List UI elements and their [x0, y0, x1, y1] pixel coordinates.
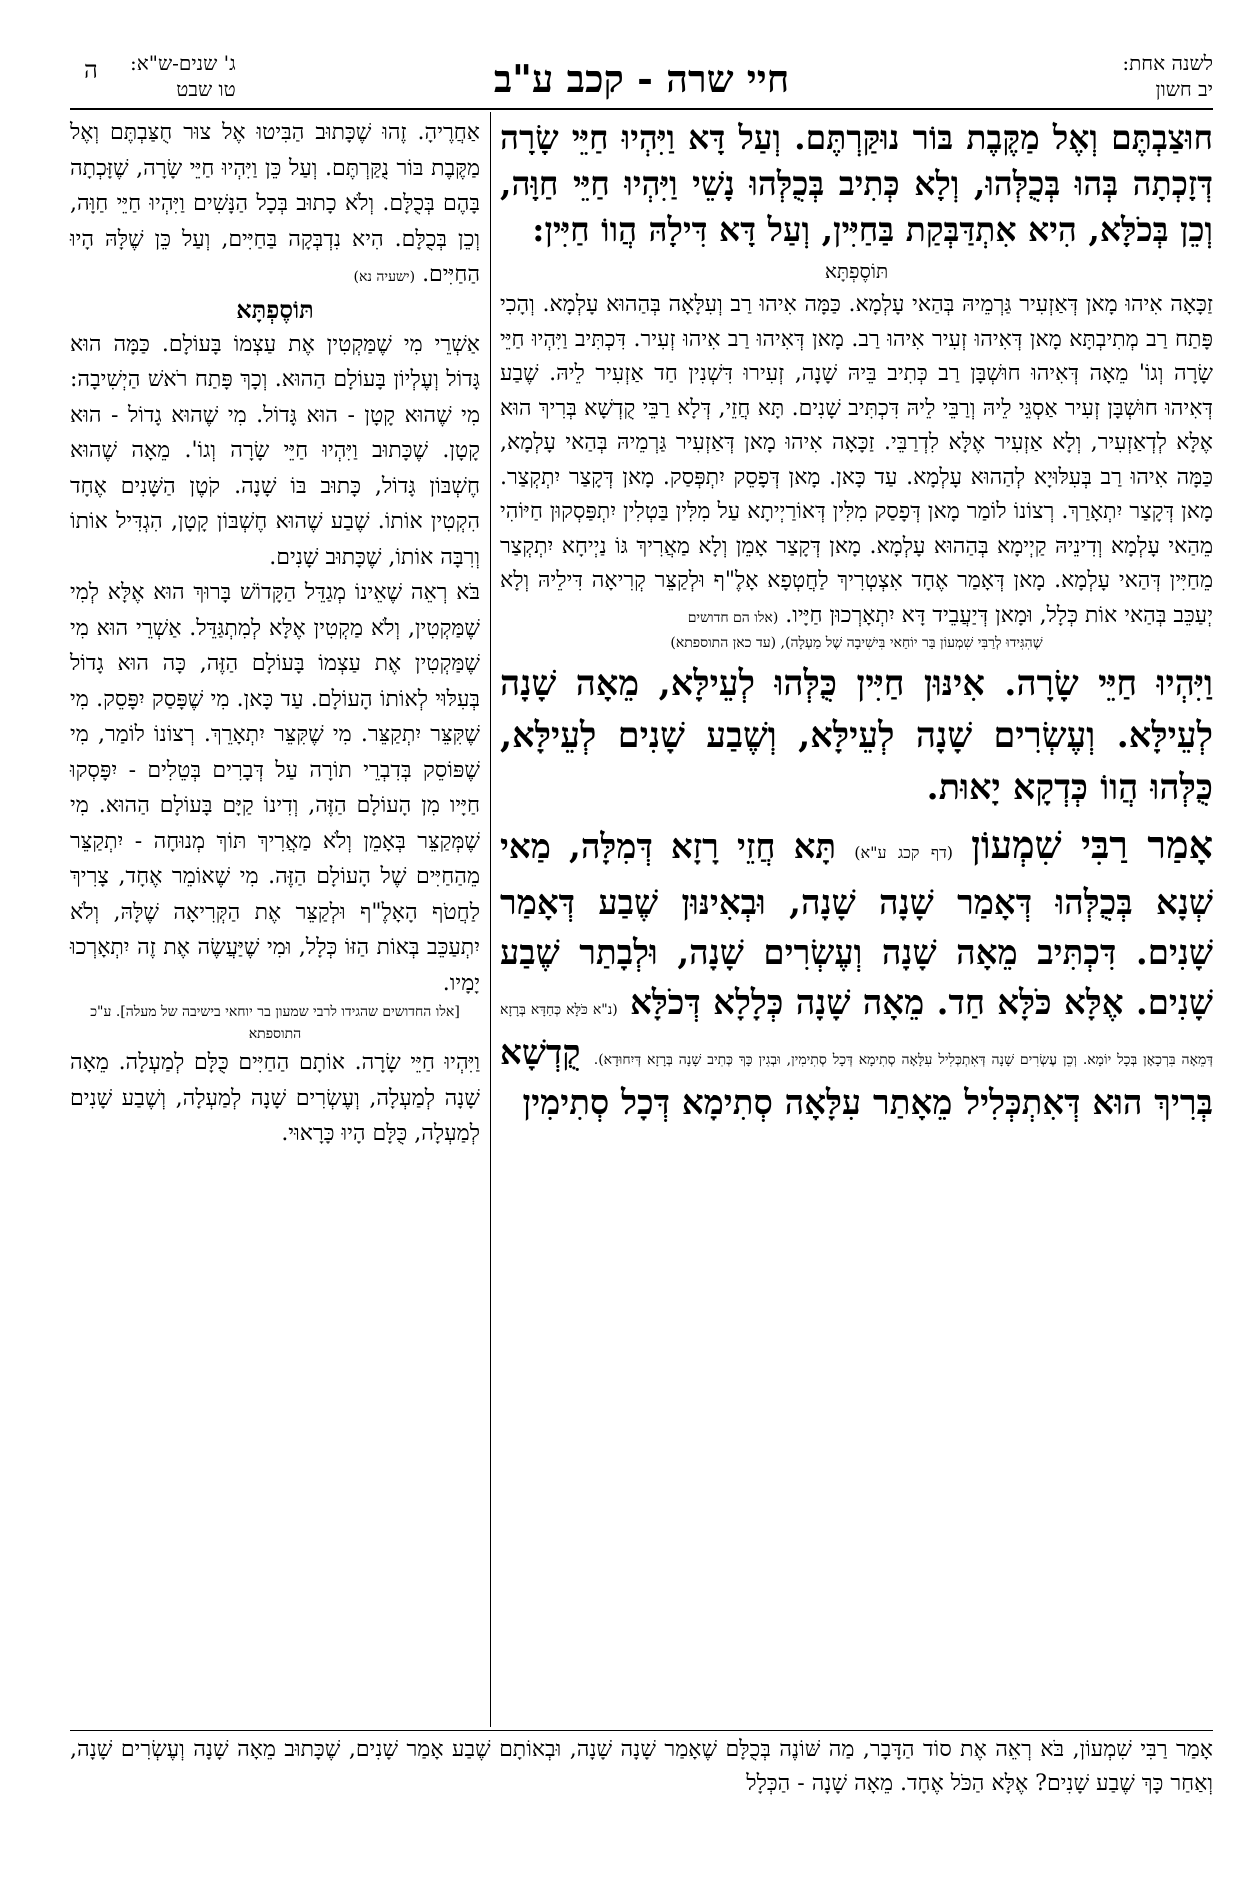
header-left — [130, 50, 236, 102]
side-text-2: אַשְׁרֵי מִי שֶׁמַּקְטִין אֶת עַצְמוֹ בָּעוֹלָם. כַּמָּה הוּא גָּדוֹל וְעֶלְיוֹן בָּעוֹלָם הַהוּא. וְכָךְ פָּתַח רֹאשׁ הַיְשִׁיבָה: מִי שֶׁהוּא קָטָן - הוּא גָּדוֹל. מִי שֶׁהוּא גָדוֹל - הוּא קָטָן. שֶׁכָּתוּב וַיִּהְיוּ חַיֵּי שָׂרָה וְגוֹ'. מֵאָה שֶׁהוּא חֶשְׁבּוֹן גָּדוֹל, כָּתוּב בּוֹ שָׁנָה. קֹטֶן הַשָּׁנִים אֶחָד הִקְטִין אוֹתוֹ. שֶׁבַע שֶׁהוּא חֶשְׁבּוֹן קָטָן, הִגְדִּיל אוֹתוֹ וְרִבָּה אוֹתוֹ, שֶׁכָּתוּב שָׁנִים. — [70, 331, 480, 570]
side-text-4: וַיִּהְיוּ חַיֵּי שָׂרָה. אוֹתָם הַחַיִּים כֻּלָּם לְמַעְלָה. מֵאָה שָׁנָה לְמַעְלָה, וְעֶשְׂרִים שָׁנָה לְמַעְלָה, וְשֶׁבַע שָׁנִים לְמַעְלָה, כֻּלָּם הָיוּ כָּרָאוּי. — [70, 1050, 480, 1146]
side-column — [70, 115, 480, 1152]
tosefta-note-end: שֶׁהִגִּידוּ לְרַבִּי שִׁמְעוֹן בַּר יוֹחַאי בִּישִׁיבָה שֶׁל מַעְלָה), (עד כאן התוספתא) — [670, 635, 1043, 651]
side-note: [אלו החדושים שהגידו לרבי שמעון בר יוחאי בישיבה של מעלה]. ע"כ התוספתא — [90, 1004, 460, 1042]
header-left-line2: טו שבט — [176, 77, 236, 101]
tosefta-text: זַכָּאָה אִיהוּ מָאן דְּאַזְעִיר גַּרְמֵיהּ בְּהַאי עָלְמָא. כַּמָּה אִיהוּ רַב וְעִלָּאָה בְּהַהוּא עָלְמָא. וְהָכִי פָּתַח רַב מְתִיבְתָּא מָאן דְּאִיהוּ זְעִיר אִיהוּ רַב. מָאן דְּאִיהוּ רַב אִיהוּ זְעִיר. דִּכְתִּיב וַיִּהְיוּ חַיֵּי שָׂרָה וְגוֹ' מֵאָה דְּאִיהוּ חוּשְׁבָּן רַב כְּתִיב בֵּיהּ שָׁנָה, זְעִירוּ דִּשְׁנִין חַד אַזְעִיר לֵיהּ. שֶׁבַע דְּאִיהוּ חוּשְׁבָּן זְעִיר אַסְגֵּי לֵיהּ וְרַבֵּי לֵיהּ דִּכְתִּיב שָׁנִים. תָּא חֲזֵי, דְּלָא רַבֵּי קֻדְשָׁא בְּרִיךְ הוּא אֶלָּא לְדְאַזְעִיר, וְלָא אַזְעִיר אֶלָּא לִדְרַבֵּי. זַכָּאָה אִיהוּ מָאן דְּאַזְעִיר גַּרְמֵיהּ בְּהַאי עָלְמָא, כַּמָּה אִיהוּ רַב בְּעִלּוּיָא לְהַהוּא עָלְמָא. עַד כָּאן. מָאן דְּפָסֵק יִתְפְּסַק. מָאן דְּקָצַר יִתְקְצַר. מָאן דְּקָצַר יִתְאָרַךְ. רְצוֹנוֹ לוֹמַר מָאן דְּפָסַק מִלִּין דְּאוֹרַיְיתָא עַל מִלִּין בַּטְלִין יִתְפַּסְקוּן חַיּוֹהִי מֵהַאי עָלְמָא וְדִינֵיהּ קַיְימָא בְּהַהוּא עָלְמָא. מָאן דְּקָצַר אָמֵן וְלָא מַאֲרִיךְ גּוֹ נַיְיחָא יִתְקְצַר מֵחַיִּין דְּהַאי עָלְמָא. מָאן דְּאָמַר אֶחָד אִצְטְרִיךְ לַחֲטְפָא אָלֶ"ף וּלְקַצֵּר קְרִיאָה דִּילֵיהּ וְלָא יְעַכֵּב בְּהַאי אוֹת כְּלָל, וּמָאן דְּיַעֲבֵיד דָּא יִתְאָרְכוּן חַיָּיו. (אלו הם חדושים — [500, 292, 1213, 628]
page-header — [70, 50, 1213, 105]
zohar-block-3: אָמַר רַבִּי שִׁמְעוֹן (דף קכג ע"א) תָּא חֲזֵי רָזָא דְּמִלָּה, מַאי שְׁנָא בְּכֻלְּהוּ דְּאָמַר שָׁנָה שָׁנָה, וּבְאִינּוּן שֶׁבַע דְּאָמַר שָׁנִים. דִּכְתִּיב מֵאָה שָׁנָה וְעֶשְׂרִים שָׁנָה, וּלְבָתַר שֶׁבַע שָׁנִים. אֶלָּא כֹּלָּא חַד. מֵאָה שָׁנָה כְּלָלָא דְּכֹלָּא (נ"א כֹּלָּא כְּחַדָּא בְּרָזָא דְּמֵאָה בִּרְכָאָן בְּכָל יוֹמָא. וְכֵן עֶשְׂרִים שָׁנָה דְּאִתְכְּלִיל עִלָּאָה סְתִימָא דְּכָל סְתִימִין, וּבְגִין כָּךְ כְּתִיב שָׁנָה בְּרָזָא דְּיִחוּדָא). קֻדְשָׁא בְּרִיךְ הוּא דְּאִתְכְּלִיל מֵאָתַר עִלָּאָה סְתִימָא דְּכָל סְתִימִין — [500, 822, 1213, 1123]
side-ref: (ישעיה נא) — [353, 269, 416, 285]
header-left-line1: ג' שנים-ש"א: — [130, 51, 236, 75]
page-title: חיי שרה - קכב ע"ב — [493, 56, 790, 101]
bottom-divider — [70, 1730, 1213, 1731]
header-right-line2: יב חשון — [1155, 77, 1213, 101]
header-right-line1: לשנה אחת: — [1122, 51, 1213, 75]
side-text-1: אַחֲרֶיהָ. זֶהוּ שֶׁכָּתוּב הַבִּיטוּ אֶל צוּר חֻצַּבְתֶּם וְאֶל מַקֶּבֶת בּוֹר נֻקַּרְתֶּם. וְעַל כֵּן וַיִּהְיוּ חַיֵּי שָׂרָה, שֶׁזָּכְתָה בָּהֶם בְּכֻלָּם. וְלֹא כָתוּב בְּכָל הַנָּשִׁים וַיִּהְיוּ חַיֵּי חַוָּה, וְכֵן בְּכֻלָּם. הִיא נִדְבְּקָה בַּחַיִּים, וְעַל כֵּן שֶׁלָּהּ הָיוּ הַחַיִּים. (ישעיה נא) — [70, 120, 480, 287]
side-text-3: בֹּא רְאֵה שֶׁאֵינוֹ מְגַדֵּל הַקָּדוֹשׁ בָּרוּךְ הוּא אֶלָּא לְמִי שֶׁמַּקְטִין, וְלֹא מַקְטִין אֶלָּא לְמִתְגַּדֵּל. אַשְׁרֵי הוּא מִי שֶׁמַּקְטִין אֶת עַצְמוֹ בָּעוֹלָם הַזֶּה, כָּה הוּא גָדוֹל בְּעִלּוּי לְאוֹתוֹ הָעוֹלָם. עַד כָּאן. מִי שֶׁפָּסַק יִפָּסֵק. מִי שֶׁקִּצֵּר יִתְקַצֵּר. מִי שֶׁקִּצֵּר יִתְאָרֵךְ. רְצוֹנוֹ לוֹמַר, מִי שֶׁפּוֹסֵק בְּדִבְרֵי תוֹרָה עַל דְּבָרִים בְּטֵלִים - יִפָּסְקוּ חַיָּיו מִן הָעוֹלָם הַזֶּה, וְדִינוֹ קַיָּם בָּעוֹלָם הַהוּא. מִי שֶׁמְּקַצֵּר בְּאָמֵן וְלֹא מַאֲרִיךְ תּוֹךְ מְנוּחָה - יִתְקַצֵּר מֵהַחַיִּים שֶׁל הָעוֹלָם הַזֶּה. מִי שֶׁאוֹמֵר אֶחָד, צָרִיךְ לַחֲטֹף הָאָלֶ"ף וּלְקַצֵּר אֶת הַקְּרִיאָה שֶׁלָּהּ, וְלֹא יִתְעַכֵּב בְּאוֹת הַזּוֹ כְּלָל, וּמִי שֶׁיַּעֲשֶׂה אֶת זֶה יִתְאָרְכוּ יָמָיו. — [70, 580, 480, 996]
tosefta-label: תּוֹסֶפְתָּא — [824, 259, 889, 283]
main-column — [500, 115, 1213, 1128]
zohar-block-3-note: (נ"א כֹּלָּא כְּחַדָּא בְּרָזָא דְּמֵאָה בִּרְכָאָן בְּכָל יוֹמָא. וְכֵן עֶשְׂרִים שָׁנָה דְּאִתְכְּלִיל עִלָּאָה סְתִימָא דְּכָל סְתִימִין, וּבְגִין כָּךְ כְּתִיב שָׁנָה בְּרָזָא דְּיִחוּדָא). — [500, 1002, 1213, 1068]
page-letter: ה — [84, 56, 98, 84]
zohar-block-2: וַיִּהְיוּ חַיֵּי שָׂרָה. אִינּוּן חַיִּין כֻּלְּהוּ לְעֵילָּא, מֵאָה שָׁנָה לְעֵילָּא. וְעֶשְׂרִים שָׁנָה לְעֵילָּא, וְשֶׁבַע שָׁנִים לְעֵילָּא, כֻּלְּהוּ הֲווֹ כְּדְקָא יָאוּת. — [500, 663, 1213, 808]
header-divider — [70, 108, 1213, 110]
side-tosefta-label: תּוֹסֶפְתָּא — [236, 294, 314, 324]
bottom-text: אָמַר רַבִּי שִׁמְעוֹן, בֹּא רְאֵה אֶת סוֹד הַדָּבָר, מַה שּׁוֹנֶה בְּכֻלָּם שֶׁאָמַר שָׁנָה שָׁנָה, וּבְאוֹתָם שֶׁבַע אָמַר שָׁנִים, שֶׁכָּתוּב מֵאָה שָׁנָה וְעֶשְׂרִים שָׁנָה, וְאַחַר כָּךְ שֶׁבַע שָׁנִים? אֶלָּא הַכֹּל אֶחָד. מֵאָה שָׁנָה - הַכְּלָל — [70, 1737, 1213, 1796]
column-divider — [490, 112, 491, 1727]
tosefta-note: (אלו הם חדושים — [687, 609, 779, 626]
zohar-block-1: חוּצַבְתֶּם וְאֶל מַקֶּבֶת בּוֹר נוּקַּרְתֶּם. וְעַל דָּא וַיִּהְיוּ חַיֵּי שָׂרָה דְּזָכְתָה בְּהוּ בְּכֻלְּהוּ, וְלָא כְּתִיב בְּכֻלְּהוּ נָשֵׁי וַיִּהְיוּ חַיֵּי חַוָּה, וְכֵן בְּכֹלָּא, הִיא אִתְדַּבְּקַת בַּחַיִּין, וְעַל דָּא דִּילָהּ הֲווֹ חַיִּין: — [500, 118, 1213, 249]
